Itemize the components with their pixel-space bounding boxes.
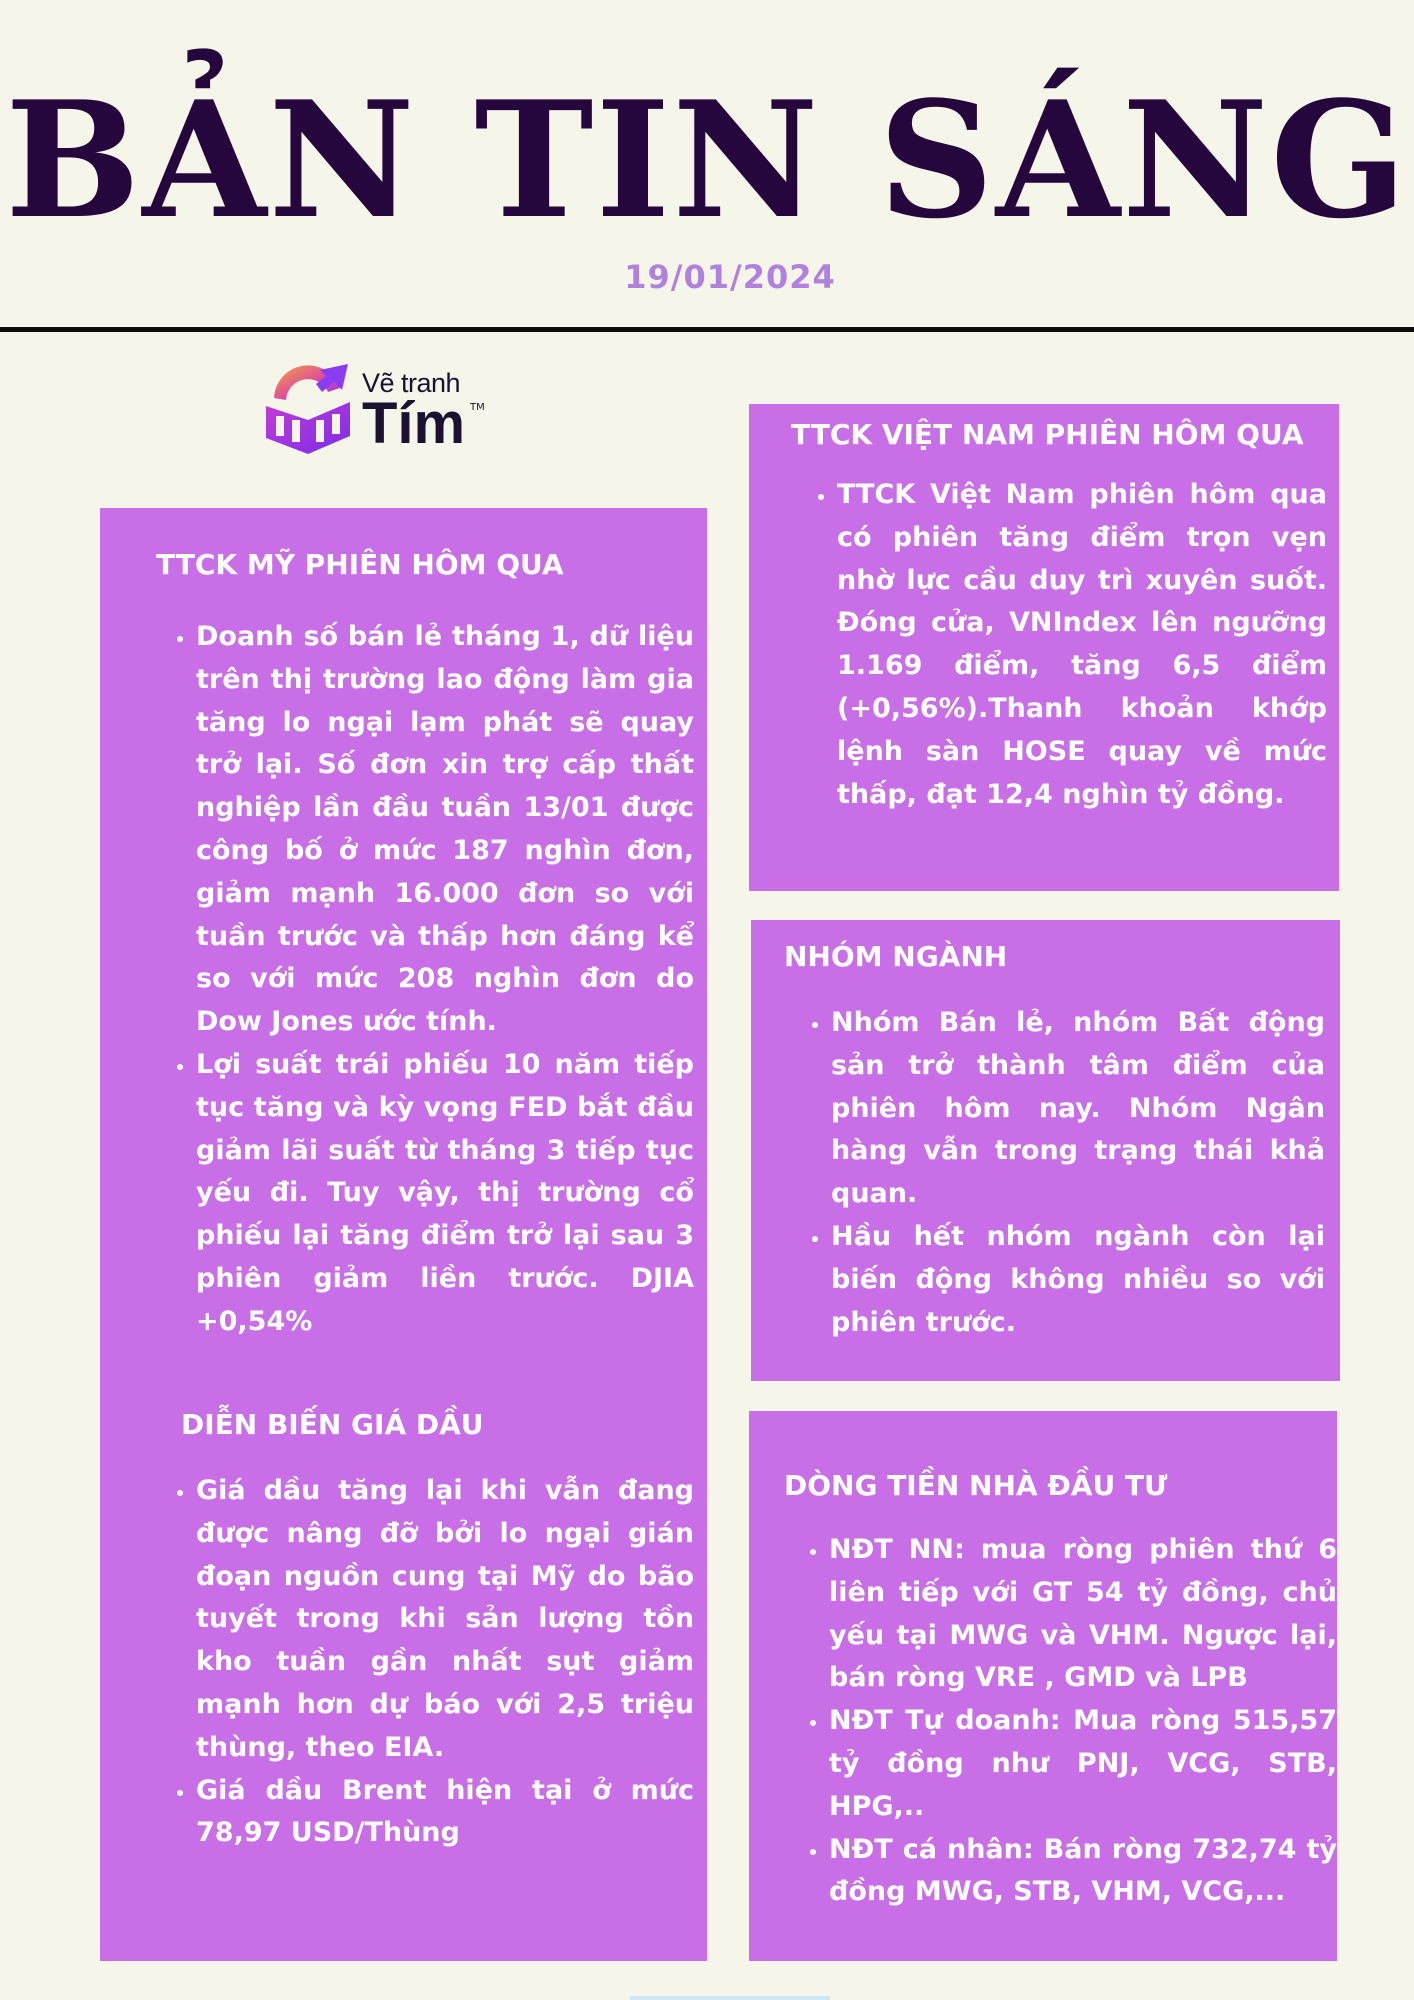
cash-flow-title: DÒNG TIỀN NHÀ ĐẦU TƯ [784,1469,1168,1502]
list-item: • NĐT NN: mua ròng phiên thứ 6 liên tiếp với GT 54 tỷ đồng, chủ yếu tại MWG và VHM. Ngược lại, bán ròng VRE , GMD và LPB [829,1529,1337,1700]
bottom-tab-decoration [630,1996,830,2000]
vn-market-list [797,474,1327,816]
list-item: • Hầu hết nhóm ngành còn lại biến động không nhiều so với phiên trước. [831,1216,1325,1344]
list-item: • Nhóm Bán lẻ, nhóm Bất động sản trở thành tâm điểm của phiên hôm nay. Nhóm Ngân hàng vẫn trong trạng thái khả quan. [831,1002,1325,1216]
list-item: • NĐT cá nhân: Bán ròng 732,74 tỷ đồng MWG, STB, VHM, VCG,... [829,1829,1337,1915]
list-item: • TTCK Việt Nam phiên hôm qua có phiên tăng điểm trọn vẹn nhờ lực cầu duy trì xuyên suốt. Đóng cửa, VNIndex lên ngưỡng 1.169 điểm, tăng 6,5 điểm (+0,56%).Thanh khoản khớp lệnh sàn HOSE quay về mức thấp, đạt 12,4 nghìn tỷ đồng. [837,474,1327,816]
us-market-title: TTCK MỸ PHIÊN HÔM QUA [156,548,564,581]
us-market-list [156,616,694,1344]
cash-flow-panel [749,1411,1337,1961]
logo [262,358,502,458]
page-title: BẢN TIN SÁNG [5,66,1409,254]
list-item: • Giá dầu Brent hiện tại ở mức 78,97 USD/Thùng [196,1770,694,1856]
list-item: • Lợi suất trái phiếu 10 năm tiếp tục tăng và kỳ vọng FED bắt đầu giảm lãi suất từ tháng 3 tiếp tục yếu đi. Tuy vậy, thị trường cổ phiếu lại tăng điểm trở lại sau 3 phiên giảm liền trước. DJIA +0,54% [196,1044,694,1344]
cash-flow-list [789,1529,1337,1914]
vn-market-title: TTCK VIỆT NAM PHIÊN HÔM QUA [791,418,1304,451]
logo-text-top: Vẽ tranh [362,368,461,398]
list-item: • NĐT Tự doanh: Mua ròng 515,57 tỷ đồng như PNJ, VCG, STB, HPG,.. [829,1700,1337,1828]
logo-text-main: Tím [362,391,466,456]
logo-trademark: TM [470,402,485,413]
list-item: • Doanh số bán lẻ tháng 1, dữ liệu trên thị trường lao động làm gia tăng lo ngại lạm phát sẽ quay trở lại. Số đơn xin trợ cấp thất nghiệp lần đầu tuần 13/01 được công bố ở mức 187 nghìn đơn, giảm mạnh 16.000 đơn so với tuần trước và thấp hơn đáng kể so với mức 208 nghìn đơn do Dow Jones ước tính. [196,616,694,1044]
sectors-list [791,1002,1325,1344]
left-panel [100,508,707,1961]
bulletin-date: 19/01/2024 [624,258,836,296]
sectors-panel [751,920,1340,1381]
oil-list [156,1470,694,1855]
logo-chart-icon [262,358,357,458]
oil-title: DIỄN BIẾN GIÁ DẦU [181,1408,484,1441]
vn-market-panel [749,404,1339,891]
sectors-title: NHÓM NGÀNH [784,940,1008,973]
list-item: • Giá dầu tăng lại khi vẫn đang được nâng đỡ bởi lo ngại gián đoạn nguồn cung tại Mỹ do bão tuyết trong khi sản lượng tồn kho tuần gần nhất sụt giảm mạnh hơn dự báo với 2,5 triệu thùng, theo EIA. [196,1470,694,1770]
header-divider [0,327,1414,332]
